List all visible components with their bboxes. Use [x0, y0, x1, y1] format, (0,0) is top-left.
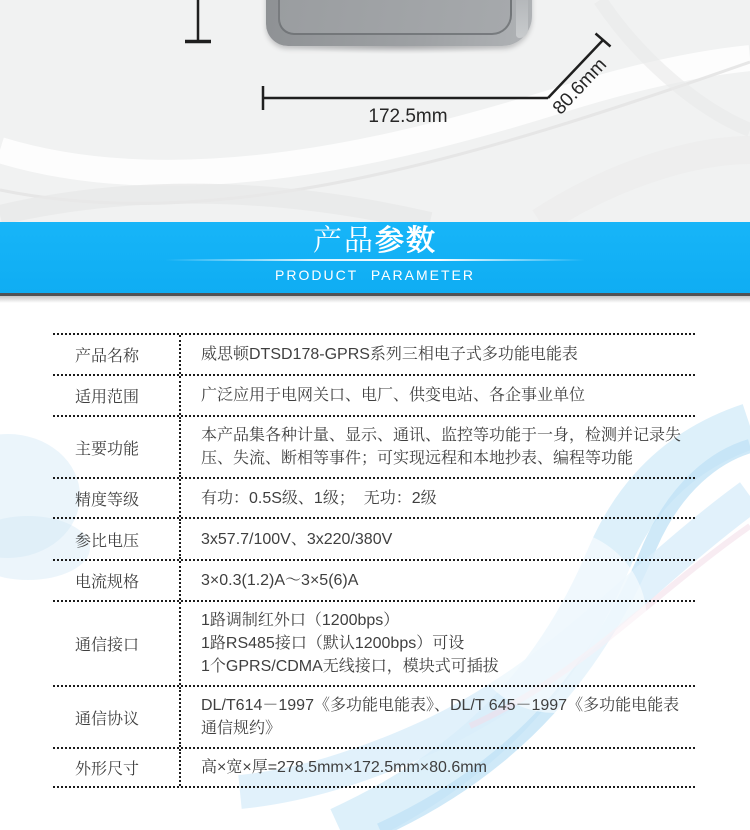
spec-label: 外形尺寸: [53, 749, 181, 786]
banner-title-bold: 参数: [375, 225, 438, 257]
banner-subtitle: PRODUCT PARAMETER: [275, 267, 475, 283]
spec-row-communication-interface: [53, 600, 695, 685]
section-banner: [0, 222, 750, 293]
spec-table: [53, 333, 695, 788]
spec-row-product-name: [53, 333, 695, 374]
spec-value: 有功：0.5S级、1级； 无功：2级: [201, 489, 437, 507]
spec-value-line: 1个GPRS/CDMA无线接口，模块式可插拔: [201, 658, 499, 675]
spec-label: 产品名称: [53, 335, 181, 374]
spec-value: 高×宽×厚=278.5mm×172.5mm×80.6mm: [201, 759, 487, 776]
spec-row-main-functions: [53, 415, 695, 477]
spec-label: 适用范围: [53, 376, 181, 415]
width-dimension-label: 172.5mm: [368, 106, 448, 127]
banner-title-light: 产品: [312, 225, 375, 257]
spec-label: 电流规格: [53, 561, 181, 600]
spec-row-reference-voltage: [53, 517, 695, 559]
spec-value: 3×0.3(1.2)A～3×5(6)A: [201, 572, 359, 589]
spec-label: 参比电压: [53, 519, 181, 559]
spec-label: 通信接口: [53, 602, 181, 685]
spec-label: 主要功能: [53, 417, 181, 477]
height-dimension-line: [185, 0, 211, 42]
spec-row-dimensions: [53, 747, 695, 788]
spec-value: [181, 602, 695, 685]
depth-dimension-label: 80.6mm: [548, 54, 612, 119]
banner-title: [0, 222, 750, 257]
banner-divider: [165, 259, 585, 261]
spec-value-line: 1路调制红外口（1200bps）: [201, 612, 400, 629]
spec-row-communication-protocol: [53, 685, 695, 747]
spec-value: 本产品集各种计量、显示、通讯、监控等功能于一身，检测并记录失压、失流、断相等事件；可实现远程和本地抄表、编程等功能: [201, 427, 682, 467]
spec-value: 广泛应用于电网关口、电厂、供变电站、各企事业单位: [201, 387, 586, 404]
spec-label: 精度等级: [53, 479, 181, 517]
hero-section: [0, 0, 750, 222]
spec-row-current-spec: [53, 559, 695, 600]
content-section: [0, 296, 750, 830]
spec-value-line: 1路RS485接口（默认1200bps）可设: [201, 635, 465, 652]
spec-value: 威思顿DTSD178-GPRS系列三相电子式多功能电能表: [201, 346, 578, 363]
spec-row-accuracy-class: [53, 477, 695, 517]
spec-value: 3x57.7/100V、3x220/380V: [201, 530, 393, 548]
spec-row-application-scope: [53, 374, 695, 415]
spec-label: 通信协议: [53, 687, 181, 747]
spec-value: DL/T614－1997《多功能电能表》、DL/T 645－1997《多功能电能表通信规约》: [201, 697, 680, 737]
